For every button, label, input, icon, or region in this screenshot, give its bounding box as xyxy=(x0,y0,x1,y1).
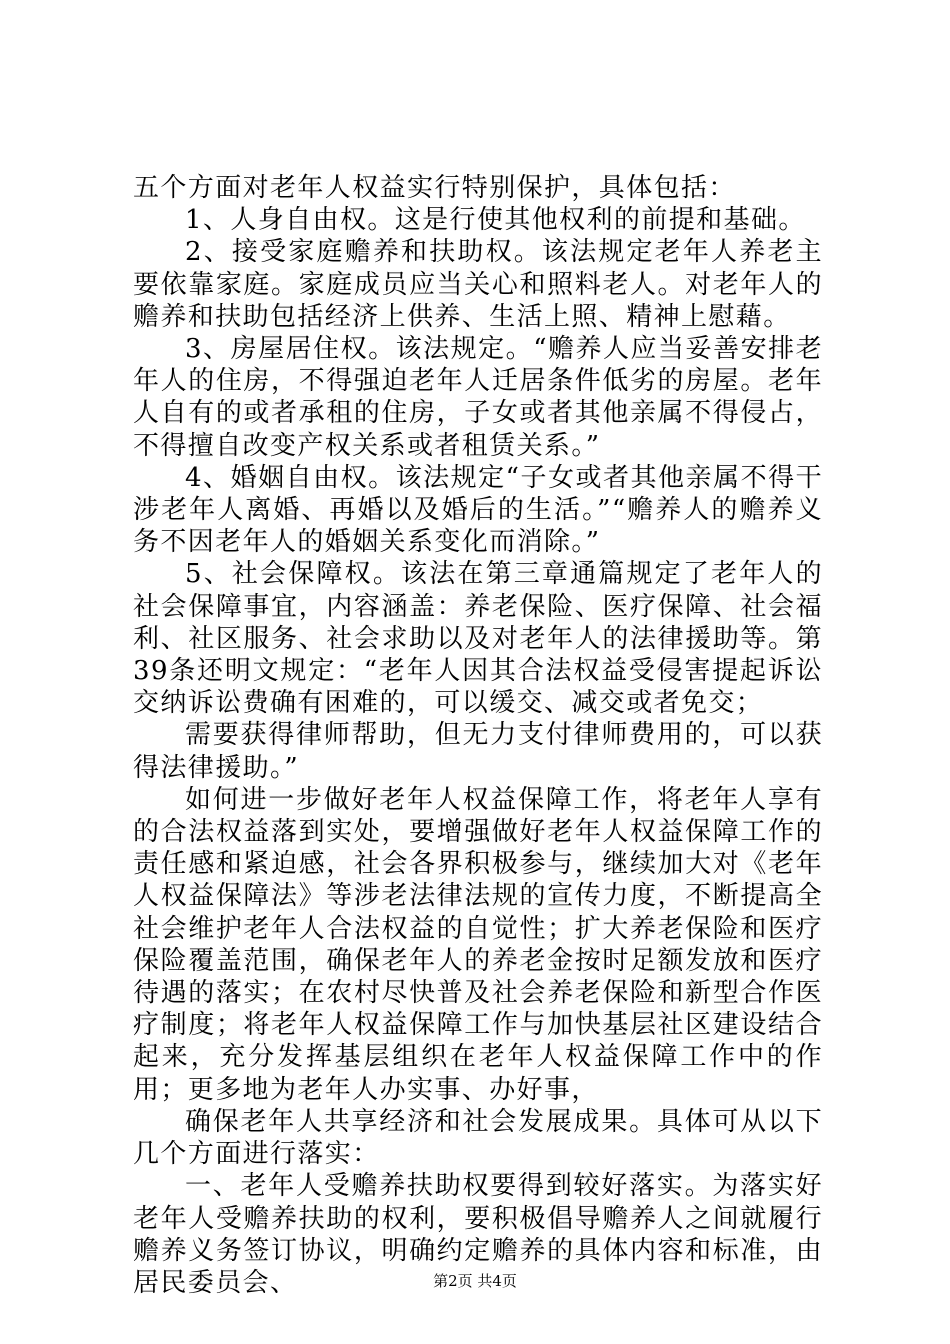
paragraph: 确保老年人共享经济和社会发展成果。具体可从以下几个方面进行落实： xyxy=(133,1106,823,1170)
paragraph: 4、婚姻自由权。该法规定“子女或者其他亲属不得干涉老年人离婚、再婚以及婚后的生活。”“赡养人的赡养义务不因老年人的婚姻关系变化而消除。” xyxy=(133,462,823,558)
paragraph: 一、老年人受赡养扶助权要得到较好落实。为落实好老年人受赡养扶助的权利，要积极倡导赡养人之间就履行赡养义务签订协议，明确约定赡养的具体内容和标准，由居民委员会、 xyxy=(133,1171,823,1298)
paragraph: 如何进一步做好老年人权益保障工作，将老年人享有的合法权益落到实处，要增强做好老年人权益保障工作的责任感和紧迫感，社会各界积极参与，继续加大对《老年人权益保障法》等涉老法律法规的宣传力度，不断提高全社会维护老年人合法权益的自觉性；扩大养老保险和医疗保险覆盖范围，确保老年人的养老金按时足额发放和医疗待遇的落实；在农村尽快普及社会养老保险和新型合作医疗制度；将老年人权益保障工作与加快基层社区建设结合起来，充分发挥基层组织在老年人权益保障工作中的作用；更多地为老年人办实事、办好事， xyxy=(133,784,823,1105)
paragraph: 需要获得律师帮助，但无力支付律师费用的，可以获得法律援助。” xyxy=(133,720,823,783)
page-footer xyxy=(0,1271,950,1291)
paragraph: 五个方面对老年人权益实行特别保护，具体包括： xyxy=(133,173,736,203)
body-text xyxy=(133,172,823,1299)
paragraph: 1、人身自由权。这是行使其他权利的前提和基础。 xyxy=(185,205,806,236)
page-number: 第2页 共4页 xyxy=(433,1272,517,1290)
paragraph: 5、社会保障权。该法在第三章通篇规定了老年人的社会保障事宜，内容涵盖：养老保险、医疗保障、社会福利、社区服务、社会求助以及对老年人的法律援助等。第39条还明文规定：“老年人因其合法权益受侵害提起诉讼交纳诉讼费确有困难的，可以缓交、减交或者免交； xyxy=(133,559,823,719)
paragraph: 2、接受家庭赡养和扶助权。该法规定老年人养老主要依靠家庭。家庭成员应当关心和照料老人。对老年人的赡养和扶助包括经济上供养、生活上照、精神上慰藉。 xyxy=(133,237,823,332)
paragraph: 3、房屋居住权。该法规定。“赡养人应当妥善安排老年人的住房，不得强迫老年人迁居条件低劣的房屋。老年人自有的或者承租的住房，子女或者其他亲属不得侵占，不得擅自改变产权关系或者租赁关系。” xyxy=(133,334,823,461)
